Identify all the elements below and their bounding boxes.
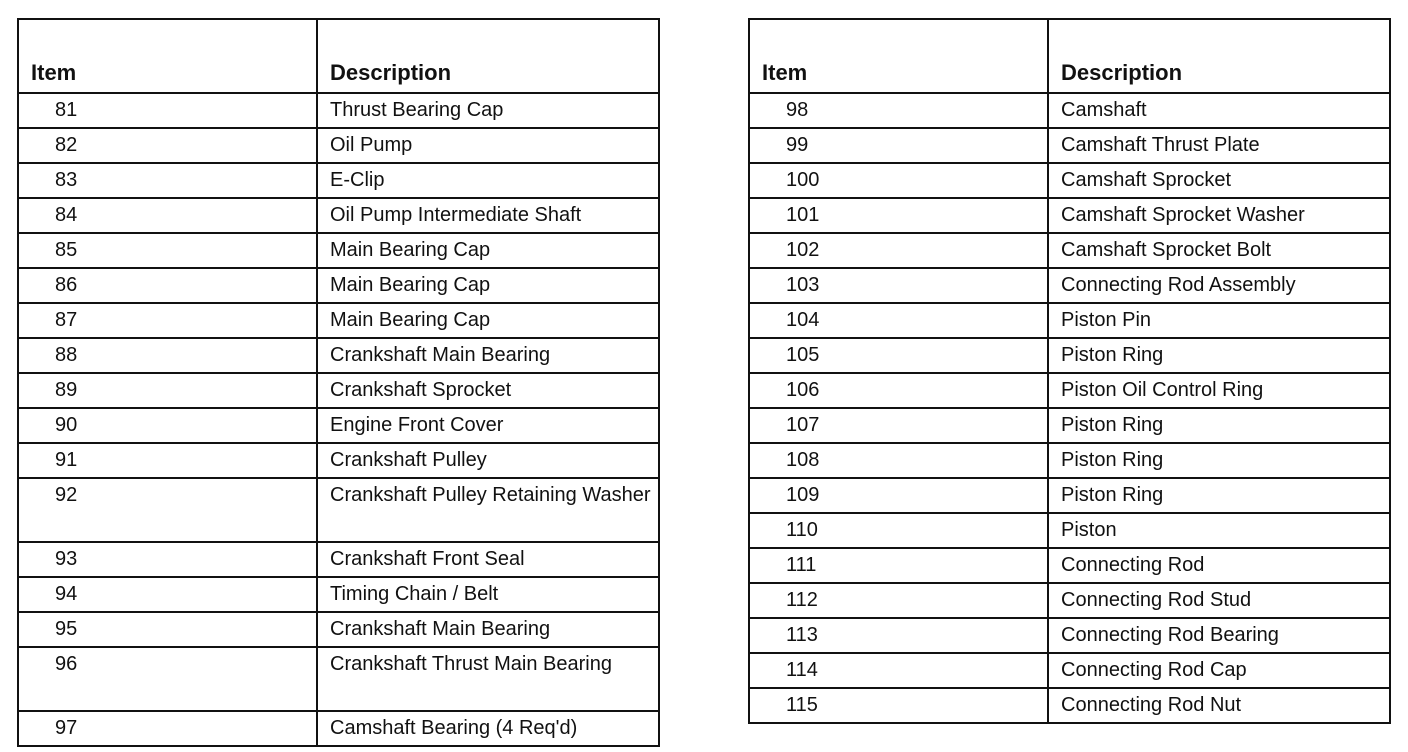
item-number-cell: 115	[749, 688, 1048, 723]
description-cell: Main Bearing Cap	[317, 303, 659, 338]
description-cell: Camshaft	[1048, 93, 1390, 128]
table-row	[749, 93, 1390, 128]
table-row	[749, 408, 1390, 443]
table-row	[18, 711, 659, 746]
item-number-cell: 83	[18, 163, 317, 198]
item-number-cell: 99	[749, 128, 1048, 163]
table-body-right	[749, 93, 1390, 723]
description-cell: Piston	[1048, 513, 1390, 548]
table-row	[18, 128, 659, 163]
item-number-cell: 91	[18, 443, 317, 478]
description-cell: Oil Pump	[317, 128, 659, 163]
item-number-cell: 111	[749, 548, 1048, 583]
table-row	[18, 647, 659, 711]
item-number-cell: 106	[749, 373, 1048, 408]
description-cell: Crankshaft Main Bearing	[317, 612, 659, 647]
description-cell: Crankshaft Thrust Main Bearing	[317, 647, 659, 711]
table-row	[18, 93, 659, 128]
table-row	[18, 408, 659, 443]
table-row	[18, 478, 659, 542]
item-number-cell: 82	[18, 128, 317, 163]
parts-table-right	[748, 18, 1391, 724]
description-cell: Camshaft Sprocket Bolt	[1048, 233, 1390, 268]
table-row	[18, 268, 659, 303]
description-cell: Timing Chain / Belt	[317, 577, 659, 612]
table-row	[18, 542, 659, 577]
item-number-cell: 109	[749, 478, 1048, 513]
item-number-cell: 105	[749, 338, 1048, 373]
item-number-cell: 84	[18, 198, 317, 233]
description-cell: Connecting Rod Assembly	[1048, 268, 1390, 303]
item-number-cell: 96	[18, 647, 317, 711]
table-header-row	[18, 19, 659, 93]
description-column-header: Description	[317, 19, 659, 93]
table-row	[749, 163, 1390, 198]
item-number-cell: 104	[749, 303, 1048, 338]
item-number-cell: 88	[18, 338, 317, 373]
description-cell: E-Clip	[317, 163, 659, 198]
item-number-cell: 107	[749, 408, 1048, 443]
item-number-cell: 103	[749, 268, 1048, 303]
description-cell: Piston Ring	[1048, 338, 1390, 373]
item-number-cell: 113	[749, 618, 1048, 653]
description-cell: Connecting Rod Stud	[1048, 583, 1390, 618]
description-cell: Camshaft Sprocket	[1048, 163, 1390, 198]
description-cell: Camshaft Bearing (4 Req'd)	[317, 711, 659, 746]
table-row	[749, 583, 1390, 618]
table-row	[749, 268, 1390, 303]
table-row	[18, 198, 659, 233]
description-column-header: Description	[1048, 19, 1390, 93]
description-cell: Main Bearing Cap	[317, 268, 659, 303]
item-number-cell: 85	[18, 233, 317, 268]
description-cell: Piston Pin	[1048, 303, 1390, 338]
item-number-cell: 110	[749, 513, 1048, 548]
item-number-cell: 101	[749, 198, 1048, 233]
table-row	[749, 373, 1390, 408]
item-number-cell: 81	[18, 93, 317, 128]
table-row	[749, 128, 1390, 163]
table-row	[18, 303, 659, 338]
table-row	[749, 303, 1390, 338]
item-number-cell: 93	[18, 542, 317, 577]
table-row	[749, 198, 1390, 233]
table-row	[749, 443, 1390, 478]
description-cell: Piston Ring	[1048, 443, 1390, 478]
item-number-cell: 86	[18, 268, 317, 303]
table-row	[18, 338, 659, 373]
item-number-cell: 100	[749, 163, 1048, 198]
item-number-cell: 108	[749, 443, 1048, 478]
table-row	[749, 688, 1390, 723]
description-cell: Crankshaft Main Bearing	[317, 338, 659, 373]
description-cell: Thrust Bearing Cap	[317, 93, 659, 128]
description-cell: Connecting Rod Cap	[1048, 653, 1390, 688]
description-cell: Engine Front Cover	[317, 408, 659, 443]
description-cell: Connecting Rod Bearing	[1048, 618, 1390, 653]
description-cell: Camshaft Thrust Plate	[1048, 128, 1390, 163]
description-cell: Piston Ring	[1048, 478, 1390, 513]
table-row	[18, 163, 659, 198]
description-cell: Crankshaft Pulley	[317, 443, 659, 478]
table-row	[749, 618, 1390, 653]
description-cell: Crankshaft Sprocket	[317, 373, 659, 408]
description-cell: Piston Oil Control Ring	[1048, 373, 1390, 408]
description-cell: Main Bearing Cap	[317, 233, 659, 268]
description-cell: Piston Ring	[1048, 408, 1390, 443]
table-header-row	[749, 19, 1390, 93]
item-number-cell: 102	[749, 233, 1048, 268]
table-row	[749, 653, 1390, 688]
item-number-cell: 114	[749, 653, 1048, 688]
item-number-cell: 112	[749, 583, 1048, 618]
table-row	[18, 233, 659, 268]
description-cell: Connecting Rod Nut	[1048, 688, 1390, 723]
table-row	[749, 233, 1390, 268]
description-cell: Crankshaft Pulley Retaining Washer	[317, 478, 659, 542]
table-row	[18, 612, 659, 647]
item-number-cell: 94	[18, 577, 317, 612]
item-column-header: Item	[18, 19, 317, 93]
table-row	[749, 478, 1390, 513]
table-row	[749, 548, 1390, 583]
description-cell: Oil Pump Intermediate Shaft	[317, 198, 659, 233]
item-number-cell: 87	[18, 303, 317, 338]
item-column-header: Item	[749, 19, 1048, 93]
parts-table-left	[17, 18, 660, 747]
item-number-cell: 90	[18, 408, 317, 443]
table-row	[18, 577, 659, 612]
description-cell: Crankshaft Front Seal	[317, 542, 659, 577]
table-row	[749, 338, 1390, 373]
table-body-left	[18, 93, 659, 746]
item-number-cell: 92	[18, 478, 317, 542]
table-row	[18, 373, 659, 408]
description-cell: Camshaft Sprocket Washer	[1048, 198, 1390, 233]
item-number-cell: 98	[749, 93, 1048, 128]
item-number-cell: 89	[18, 373, 317, 408]
table-row	[18, 443, 659, 478]
item-number-cell: 95	[18, 612, 317, 647]
item-number-cell: 97	[18, 711, 317, 746]
table-row	[749, 513, 1390, 548]
description-cell: Connecting Rod	[1048, 548, 1390, 583]
